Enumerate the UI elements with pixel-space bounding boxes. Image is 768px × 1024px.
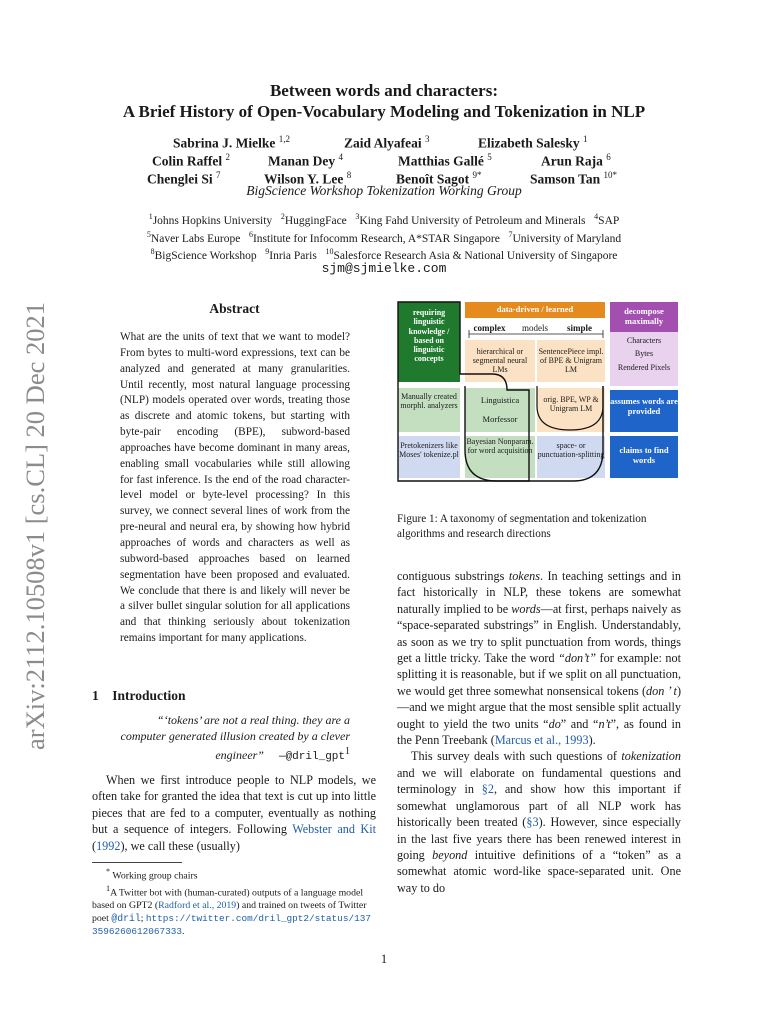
fig-label-requiring: requiring linguistic knowledge / based on linguistic concepts bbox=[408, 308, 450, 364]
author: Elizabeth Salesky $^1$ bbox=[478, 134, 588, 151]
paper-title-line1: Between words and characters: bbox=[269, 81, 499, 100]
fig-text-space: space- or punctuation-splitting bbox=[537, 441, 605, 459]
affiliations-line3: $^8$BigScience Workshop $^9$Inria Paris $^{10}$Salesforce Research Asia & National University of Singapore bbox=[150, 247, 618, 262]
abstract-text: What are the units of text that we want to model? From bytes to multi-word expressions, text can be analyzed and generated at many granularities. Until recently, most natural language processing (NLP) models operated over words, treating those as discrete and atomic tokens, but starting with byte-pair encoding (BPE), subword-based approaches have become dominant in many areas, enabling small vocabularies while still allowing for fast inference. Is the end of the road character-level model or byte-level processing? In this survey, we connect several lines of work from the pre-neural and neural era, by showing how hybrid approaches of words and characters as well as subword-based approaches based on learned segmentation have been proposed and evaluated. We conclude that there is and likely will never be a silver bullet singular solution for all applications and that thinking seriously about tokenization remains important for many applications. bbox=[120, 331, 350, 645]
fig-text-hier: hierarchical or segmental neural LMs bbox=[472, 347, 528, 374]
section-link[interactable]: §2 bbox=[481, 782, 494, 797]
fig-label-data-driven: data-driven / learned bbox=[496, 304, 574, 314]
section-heading-introduction: 1 Introduction bbox=[92, 688, 186, 703]
footnote-rule bbox=[92, 862, 182, 863]
author: Arun Raja $^6$ bbox=[541, 152, 611, 169]
fig-text-spiece: SentencePiece impl. of BPE & Unigram LM bbox=[538, 347, 604, 374]
fig-text-manual: Manually created morphl. analyzers bbox=[400, 392, 458, 410]
citation-link[interactable]: Marcus et al., 1993 bbox=[494, 733, 589, 748]
figure-caption: Figure 1: A taxonomy of segmentation and tokenization algorithms and research directions bbox=[397, 513, 647, 540]
right-column-text: contiguous substrings tokens. In teaching settings and in fact historically in NLP, these tokens are somewhat naturally implied to be words—at first, perhaps naively as “space-separated substrings” in English. Understandably, as soon as we try to split punctuation from words, things get a little tricky. Take the word “don’t” for example: not splitting it is reasonable, but if we split on all punctuation, we would get three somewhat nonsensical tokens (don ’ t)—and we might argue that the most sensible split actually ought to yield the two units “do” and “n’t”, as found in the Penn Treebank (Marcus et al., 1993). This survey deals with such questions of tokenization and we will elaborate on fundamental questions and terminology in §2, and show how this important if somewhat unglamorous part of all NLP work has historically been treated (§3). However, since especially in the last five years there has been renewed interest in going beyond intuitive definitions of a “token” as a somewhat atomic word-like space-separated unit. One way to do bbox=[397, 569, 682, 895]
fig-text-bayes: Bayesian Nonparam. for word acquisition bbox=[466, 437, 534, 455]
arxiv-stamp bbox=[8, 302, 52, 750]
figure-taxonomy bbox=[397, 300, 681, 483]
fig-label-models: models bbox=[522, 323, 548, 333]
author: Chenglei Si $^7$ bbox=[147, 170, 221, 187]
fig-text-chars: Characters bbox=[626, 336, 662, 345]
fig-text-morfessor: Morfessor bbox=[482, 414, 518, 424]
fig-text-claims: claims to find words bbox=[619, 445, 669, 465]
arxiv-stamp-text: arXiv:2112.10508v1 [cs.CL] 20 Dec 2021 bbox=[20, 302, 50, 750]
citation-link[interactable]: Webster and Kit bbox=[292, 822, 376, 837]
footnote-1: $^1$A Twitter bot with (human-curated) outputs of a language model based on GPT2 (Radford et al., 2019) and trained on tweets of Twitter poet @dril; https://twitter.com/dril_gpt2/status/1373596260612067333. bbox=[92, 884, 371, 937]
page-number: 1 bbox=[380, 952, 388, 966]
paper-title-line2: A Brief History of Open-Vocabulary Modeling and Tokenization in NLP bbox=[122, 102, 646, 121]
epigraph-quote: “‘tokens’ are not a real thing. they are a computer generated illusion created by a clever engineer” —@dril_gpt$^1$ bbox=[120, 713, 350, 764]
author: Sabrina J. Mielke $^{1,2}$ bbox=[173, 134, 291, 151]
fig-text-bytes: Bytes bbox=[634, 349, 654, 358]
author: Benoît Sagot $^{9*}$ bbox=[396, 170, 482, 187]
author: Manan Dey $^4$ bbox=[268, 152, 343, 169]
footnote-url[interactable]: https://twitter.com/dril_gpt2/status/1373596260612067333 bbox=[92, 912, 371, 937]
citation-link[interactable]: 1992 bbox=[96, 838, 121, 853]
working-group: BigScience Workshop Tokenization Working Group bbox=[246, 183, 522, 198]
author: Zaid Alyafeai $^3$ bbox=[344, 134, 430, 151]
affiliations-line2: $^5$Naver Labs Europe $^6$Institute for Infocomm Research, A*STAR Singapore $^7$University of Maryland bbox=[146, 230, 622, 245]
fig-text-orig: orig. BPE, WP & Unigram LM bbox=[543, 395, 599, 413]
citation-link[interactable]: Radford et al., 2019 bbox=[158, 900, 237, 912]
fig-text-pixels: Rendered Pixels bbox=[617, 363, 671, 372]
footnote-star: * Working group chairs bbox=[106, 867, 198, 882]
fig-outlines bbox=[397, 300, 681, 483]
section-link[interactable]: §3 bbox=[526, 815, 539, 830]
author: Samson Tan $^{10*}$ bbox=[530, 170, 618, 187]
affiliations-line1: $^1$Johns Hopkins University $^2$HuggingFace $^3$King Fahd University of Petroleum and Minerals $^4$SAP bbox=[148, 212, 620, 227]
intro-paragraph: When we first introduce people to NLP models, we often take for granted the idea that text is cut up into little pieces that are fed to a computer, eventually as nothing but a sequence of integers. Following Webster and Kit (1992), we call these (usually) bbox=[92, 773, 376, 853]
author: Matthias Gallé $^5$ bbox=[398, 152, 492, 169]
fig-label-decompose: decompose maximally bbox=[624, 306, 664, 326]
fig-label-complex: complex bbox=[473, 323, 506, 333]
author: Colin Raffel $^2$ bbox=[152, 152, 230, 169]
fig-text-assumes: assumes words are provided bbox=[610, 396, 678, 416]
footnotes bbox=[92, 866, 376, 939]
author: Wilson Y. Lee $^8$ bbox=[264, 170, 352, 187]
abstract-heading: Abstract bbox=[209, 301, 260, 316]
fig-label-simple: simple bbox=[566, 323, 592, 333]
fig-text-linguistica: Linguistica bbox=[480, 395, 520, 405]
fig-text-pretok: Pretokenizers like Moses' tokenize.pl bbox=[399, 441, 459, 459]
contact-email[interactable]: sjm@sjmielke.com bbox=[321, 261, 447, 276]
